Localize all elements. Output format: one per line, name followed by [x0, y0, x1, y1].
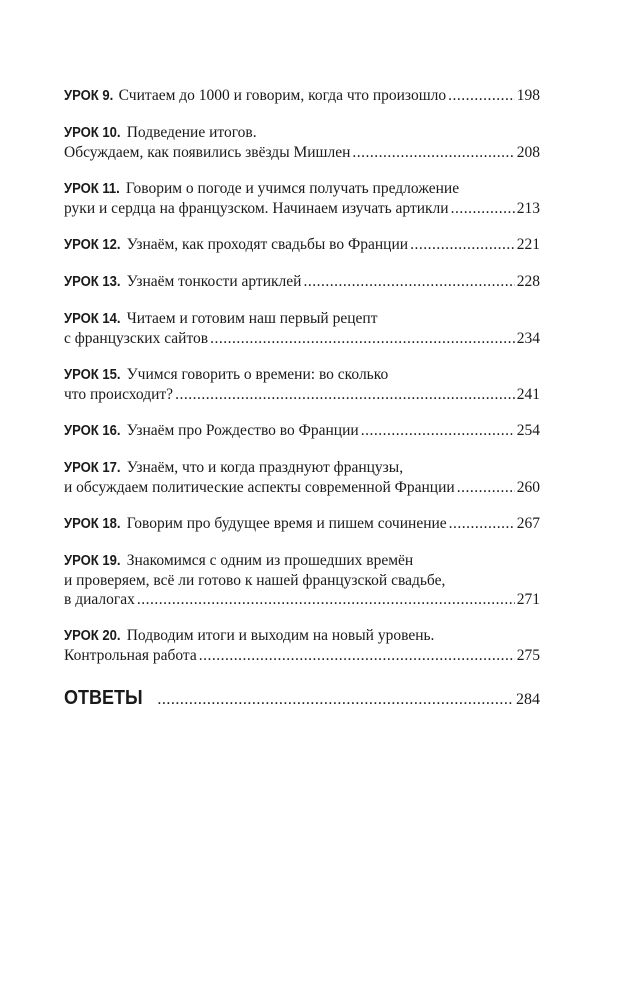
toc-entry[interactable] — [64, 235, 540, 255]
lesson-label: УРОК 12. — [64, 237, 121, 253]
lesson-label: УРОК 10. — [64, 125, 121, 141]
lesson-title: Считаем до 1000 и говорим, когда что произошло — [118, 87, 447, 104]
leader-dots — [175, 385, 515, 404]
leader-dots — [449, 514, 515, 533]
page-number: 254 — [516, 422, 540, 439]
page-number: 198 — [516, 87, 540, 104]
toc-entry[interactable] — [64, 365, 540, 404]
lesson-title: Контрольная работа — [64, 647, 197, 664]
leader-dots — [199, 646, 515, 665]
answers-label: ОТВЕТЫ — [64, 687, 143, 709]
lesson-title: с французских сайтов — [64, 330, 209, 347]
toc-entry[interactable] — [64, 626, 540, 665]
page-number: 267 — [516, 515, 540, 532]
page-number: 284 — [516, 691, 540, 708]
leader-dots — [303, 272, 514, 291]
lesson-title: Подведение итогов. — [126, 124, 257, 141]
lesson-label: УРОК 15. — [64, 367, 121, 383]
toc-entry[interactable] — [64, 458, 540, 497]
lesson-title: Читаем и готовим наш первый рецепт — [126, 310, 378, 327]
leader-dots — [157, 690, 514, 709]
page-number: 271 — [516, 591, 540, 608]
lesson-label: УРОК 14. — [64, 311, 121, 327]
page-number: 241 — [516, 386, 540, 403]
lesson-title: и проверяем, всё ли готово к нашей французской свадьбе, — [64, 572, 446, 589]
page-number: 260 — [516, 479, 540, 496]
lesson-label: УРОК 16. — [64, 423, 121, 439]
page-number: 234 — [516, 330, 540, 347]
lesson-title: Знакомимся с одним из прошедших времён — [126, 552, 414, 569]
page-number: 208 — [516, 144, 540, 161]
toc-entry[interactable] — [64, 309, 540, 348]
lesson-title: Узнаём тонкости артиклей — [126, 273, 302, 290]
lesson-title: Узнаём про Рождество во Франции — [126, 422, 359, 439]
lesson-label: УРОК 9. — [64, 88, 114, 104]
lesson-title: Узнаём, что и когда празднуют французы, — [126, 459, 404, 476]
toc-entry[interactable] — [64, 123, 540, 162]
lesson-title: Узнаём, как проходят свадьбы во Франции — [126, 236, 409, 253]
lesson-title: Подводим итоги и выходим на новый уровень. — [126, 627, 435, 644]
lesson-title: Учимся говорить о времени: во сколько — [126, 366, 389, 383]
toc-entry[interactable] — [64, 86, 540, 106]
lesson-title: Говорим о погоде и учимся получать предложение — [125, 180, 460, 197]
lesson-title: и обсуждаем политические аспекты современной Франции — [64, 479, 455, 496]
page-number: 228 — [516, 273, 540, 290]
leader-dots — [210, 329, 515, 348]
lesson-label: УРОК 20. — [64, 628, 121, 644]
lesson-label: УРОК 13. — [64, 274, 121, 290]
toc-entry[interactable] — [64, 551, 540, 609]
lesson-label: УРОК 17. — [64, 460, 121, 476]
leader-dots — [352, 143, 514, 162]
toc-entry[interactable] — [64, 514, 540, 534]
toc-entry[interactable] — [64, 421, 540, 441]
page-number: 221 — [516, 236, 540, 253]
lesson-title: руки и сердца на французском. Начинаем изучать артикли — [64, 200, 449, 217]
lesson-label: УРОК 18. — [64, 516, 121, 532]
leader-dots — [410, 235, 515, 254]
page-number: 275 — [516, 647, 540, 664]
leader-dots — [361, 421, 515, 440]
toc-entry-answers[interactable] — [64, 689, 540, 709]
table-of-contents — [64, 86, 540, 726]
lesson-title: в диалогах — [64, 591, 135, 608]
leader-dots — [451, 199, 515, 218]
toc-entry[interactable] — [64, 179, 540, 218]
lesson-title: что происходит? — [64, 386, 174, 403]
lesson-label: УРОК 19. — [64, 553, 121, 569]
page-number: 213 — [516, 200, 540, 217]
leader-dots — [137, 590, 515, 609]
leader-dots — [457, 478, 515, 497]
lesson-title: Говорим про будущее время и пишем сочинение — [126, 515, 447, 532]
leader-dots — [448, 86, 515, 105]
lesson-label: УРОК 11. — [64, 181, 120, 197]
lesson-title: Обсуждаем, как появились звёзды Мишлен — [64, 144, 351, 161]
toc-entry[interactable] — [64, 272, 540, 292]
